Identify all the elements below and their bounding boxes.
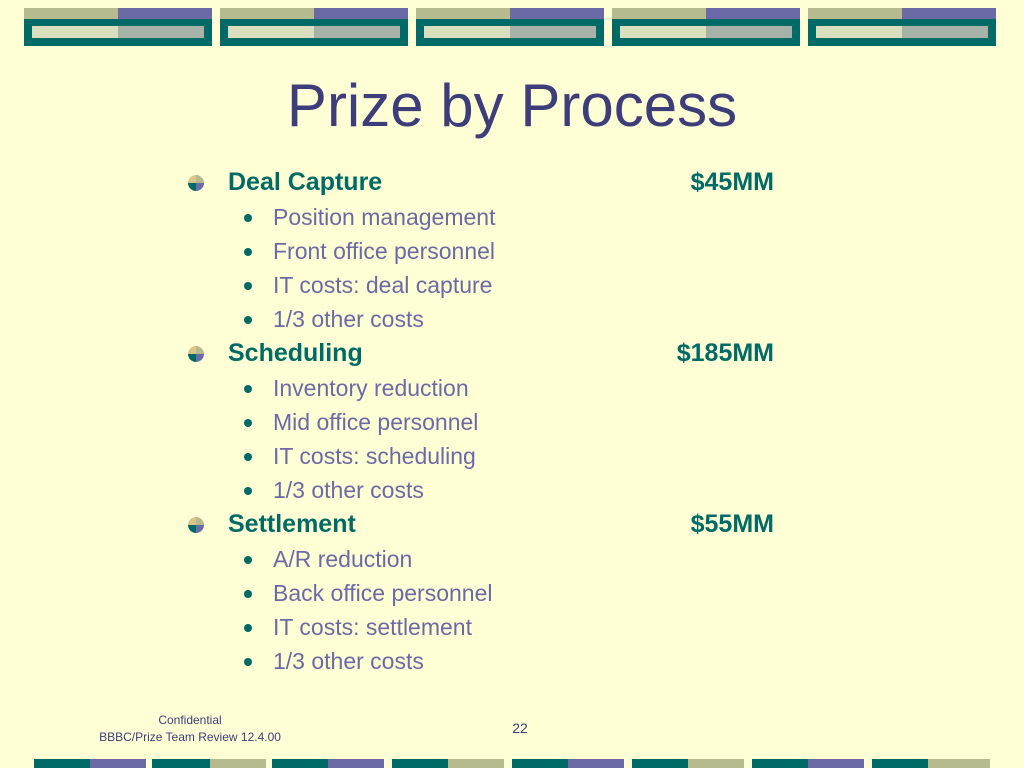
list-item <box>188 644 808 678</box>
sub-list <box>188 200 808 336</box>
section-header <box>188 336 808 371</box>
list-item-text: Inventory reduction <box>273 375 469 401</box>
section-header <box>188 507 808 542</box>
section-title: Scheduling <box>228 339 363 367</box>
top-band-block <box>24 8 212 46</box>
dot-bullet-icon <box>244 453 252 461</box>
footer-confidential: Confidential <box>158 713 222 727</box>
section-deal-capture <box>188 165 808 336</box>
list-item-text: Mid office personnel <box>273 409 479 435</box>
pie-bullet-icon <box>188 175 204 191</box>
list-item-text: IT costs: deal capture <box>273 272 493 298</box>
top-band-block <box>808 8 996 46</box>
sub-list <box>188 371 808 507</box>
footer-review: BBBC/Prize Team Review 12.4.00 <box>99 730 281 744</box>
dot-bullet-icon <box>244 248 252 256</box>
list-item-text: IT costs: settlement <box>273 614 472 640</box>
dot-bullet-icon <box>244 590 252 598</box>
slide-title: Prize by Process <box>286 72 738 139</box>
section-title: Settlement <box>228 510 356 538</box>
dot-bullet-icon <box>244 419 252 427</box>
dot-bullet-icon <box>244 556 252 564</box>
list-item <box>188 268 808 302</box>
dot-bullet-icon <box>244 385 252 393</box>
content-list <box>188 165 808 678</box>
section-amount: $185MM <box>676 339 774 367</box>
top-decorative-band <box>24 8 1004 46</box>
bottom-decorative-band <box>0 759 1024 768</box>
dot-bullet-icon <box>244 214 252 222</box>
list-item <box>188 200 808 234</box>
section-amount: $55MM <box>690 510 774 538</box>
list-item-text: Back office personnel <box>273 580 493 606</box>
pie-bullet-icon <box>188 346 204 362</box>
section-scheduling <box>188 336 808 507</box>
top-band-block <box>612 8 800 46</box>
dot-bullet-icon <box>244 624 252 632</box>
list-item <box>188 576 808 610</box>
section-title: Deal Capture <box>228 168 383 196</box>
page-number: 22 <box>512 720 528 736</box>
list-item-text: Front office personnel <box>273 238 496 264</box>
list-item-text: Position management <box>273 204 496 230</box>
list-item <box>188 542 808 576</box>
list-item <box>188 302 808 336</box>
list-item <box>188 610 808 644</box>
dot-bullet-icon <box>244 487 252 495</box>
list-item-text: IT costs: scheduling <box>273 443 476 469</box>
list-item-text: 1/3 other costs <box>273 306 424 332</box>
pie-bullet-icon <box>188 517 204 533</box>
list-item <box>188 439 808 473</box>
list-item-text: 1/3 other costs <box>273 477 424 503</box>
list-item-text: A/R reduction <box>273 546 413 572</box>
list-item <box>188 405 808 439</box>
section-header <box>188 165 808 200</box>
dot-bullet-icon <box>244 316 252 324</box>
dot-bullet-icon <box>244 658 252 666</box>
list-item <box>188 473 808 507</box>
sub-list <box>188 542 808 678</box>
top-band-block <box>416 8 604 46</box>
top-band-block <box>220 8 408 46</box>
footer-info <box>90 712 290 746</box>
list-item <box>188 234 808 268</box>
section-amount: $45MM <box>690 168 774 196</box>
dot-bullet-icon <box>244 282 252 290</box>
list-item-text: 1/3 other costs <box>273 648 424 674</box>
section-settlement <box>188 507 808 678</box>
list-item <box>188 371 808 405</box>
